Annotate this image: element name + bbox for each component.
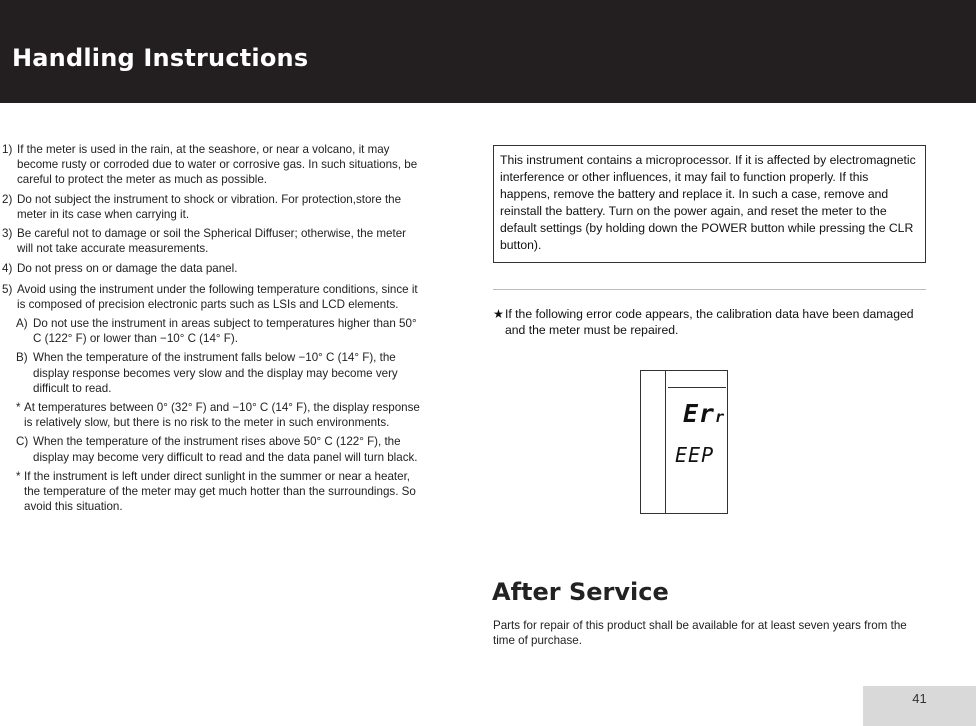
instruction-note-b [2, 400, 424, 430]
item-text: Do not press on or damage the data panel. [17, 262, 238, 276]
note-text: If the instrument is left under direct sunlight in the summer or near a heater, the temperature of the meter may get much hotter than the surroundings. So avoid this situation. [24, 469, 416, 514]
instruction-item-4 [2, 261, 424, 276]
instruction-sub-c [2, 434, 424, 464]
item-text: If the meter is used in the rain, at the seashore, or near a volcano, it may become rusty or corroded due to water or corrosive gas. In such situations, be careful to protect the meter as much as possible. [17, 143, 418, 187]
item-number: 1) [2, 143, 13, 156]
page-header [0, 0, 976, 103]
note-asterisk: * [16, 401, 21, 415]
item-number: 3) [2, 227, 13, 241]
lcd-err-main: Er [683, 399, 716, 428]
instruction-item-3 [2, 226, 424, 256]
page-number: 41 [863, 686, 976, 726]
item-number: 5) [2, 282, 13, 296]
star-icon: ★ [493, 307, 504, 321]
lcd-error-code: EEP [675, 443, 715, 467]
sub-label: A) [16, 317, 28, 331]
lcd-divider-vertical [665, 371, 666, 513]
item-text: Do not subject the instrument to shock or vibration. For protection,store the meter in its case when carrying it. [17, 192, 402, 221]
item-number: 2) [2, 192, 13, 206]
instruction-item-2 [2, 192, 424, 222]
instruction-item-1 [2, 142, 424, 188]
sub-text: When the temperature of the instrument rises above 50° C (122° F), the display may become very difficult to read and the data panel will turn black. [33, 435, 418, 464]
microprocessor-notice-box: This instrument contains a microprocessor. If it is affected by electromagnetic interference or other influences, it may fail to function properly. If this happens, remove the battery and replace it. In such a case, remove and reinstall the battery. Turn on the power again, and reset the meter to the default settings (by holding down the POWER button while pressing the CLR button). [493, 145, 926, 263]
sub-text: When the temperature of the instrument falls below −10° C (14° F), the display response becomes very slow and the display may become very difficult to read. [33, 351, 398, 395]
section-divider [493, 289, 926, 290]
item-text: Be careful not to damage or soil the Spherical Diffuser; otherwise, the meter will not take accurate measurements. [17, 227, 407, 256]
sub-label: C) [16, 435, 29, 449]
error-code-note [493, 307, 923, 338]
instruction-sub-b [2, 350, 424, 396]
error-note-text: If the following error code appears, the calibration data have been damaged and the meter must be repaired. [505, 307, 914, 337]
after-service-title: After Service [492, 578, 669, 606]
instruction-item-5 [2, 282, 424, 312]
lcd-err-readout [683, 399, 725, 428]
note-text: At temperatures between 0° (32° F) and −10° C (14° F), the display response is relatively slow, but there is no risk to the meter in such environments. [24, 401, 420, 430]
page-title: Handling Instructions [12, 44, 309, 72]
sub-label: B) [16, 351, 28, 365]
after-service-text: Parts for repair of this product shall be available for at least seven years from the time of purchase. [493, 619, 907, 647]
lcd-divider-horizontal [668, 387, 726, 388]
lcd-error-display [640, 370, 728, 514]
handling-instructions-list [2, 142, 424, 514]
instruction-note-c [2, 469, 424, 515]
lcd-err-small: r [715, 408, 726, 426]
item-text: Avoid using the instrument under the following temperature conditions, since it is composed of precision electronic parts such as LSIs and LCD elements. [17, 282, 418, 311]
instruction-sub-a [2, 316, 424, 346]
note-asterisk: * [16, 469, 21, 483]
item-number: 4) [2, 262, 13, 276]
sub-text: Do not use the instrument in areas subject to temperatures higher than 50° C (122° F) or lower than −10° C (14° F). [33, 317, 417, 346]
